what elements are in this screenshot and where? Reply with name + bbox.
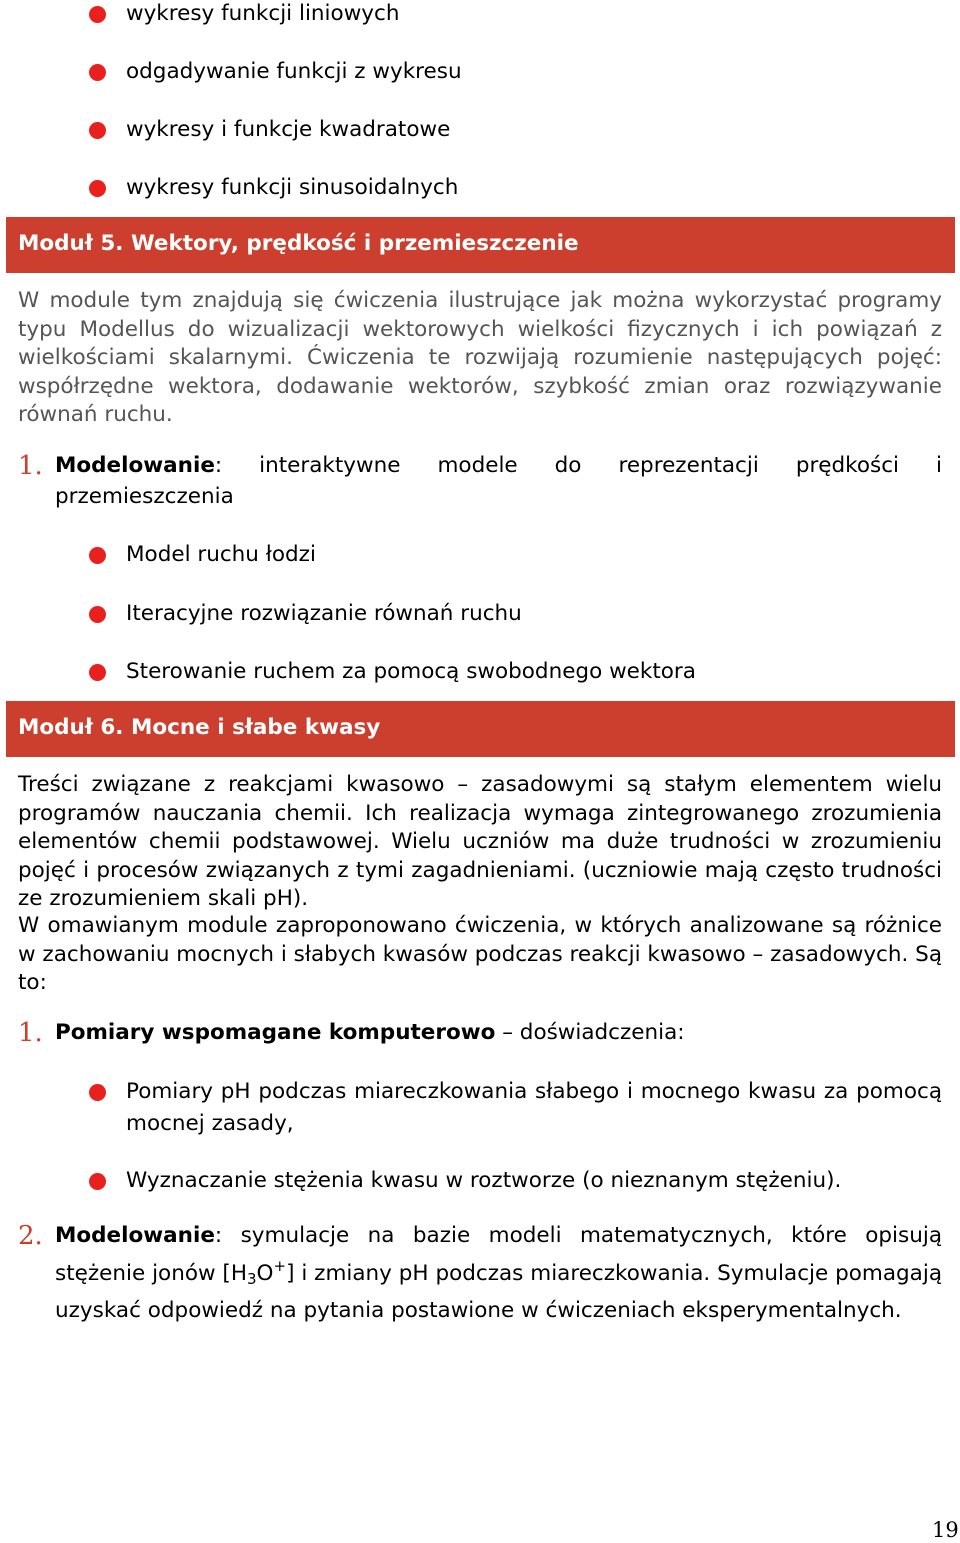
bullet-icon bbox=[89, 664, 106, 681]
bullet-icon bbox=[89, 122, 106, 139]
item-description: – doświadczenia: bbox=[495, 1020, 685, 1045]
subscript: 3 bbox=[247, 1270, 257, 1288]
list-item bbox=[0, 1165, 960, 1199]
module6-heading-banner bbox=[6, 701, 955, 757]
item-description-b: O bbox=[256, 1261, 274, 1286]
list-item-text: Iteracyjne rozwiązanie równań ruchu bbox=[126, 601, 522, 626]
list-item-text: wykresy funkcji sinusoidalnych bbox=[126, 175, 459, 200]
bullet-icon bbox=[89, 606, 106, 623]
bullet-icon bbox=[89, 180, 106, 197]
list-item bbox=[0, 539, 960, 573]
item-description-c: ] i zmiany pH podczas miareczkowania. Symulacje pomagają uzyskać odpowiedź na pytania postawione w ćwiczeniach eksperymentalnych. bbox=[55, 1261, 942, 1323]
item-text bbox=[55, 1220, 942, 1326]
module6-intro: Treści związane z reakcjami kwasowo – zasadowymi są stałym elementem wielu programów nauczania chemii. Ich realizacja wymaga zintegrowanego zrozumienia elementów chemii podstawowej. Wielu uczniów ma duże trudności w zrozumieniu pojęć i procesów związanych z tymi zagadnieniami. (uczniowie mają często trudności ze zrozumieniem skali pH). bbox=[18, 772, 942, 911]
module5-title: Moduł 5. Wektory, prędkość i przemieszczenie bbox=[18, 231, 579, 256]
list-item-text: Wyznaczanie stężenia kwasu w roztworze (o nieznanym stężeniu). bbox=[126, 1168, 842, 1193]
list-item bbox=[0, 656, 960, 690]
page-number: 19 bbox=[932, 1518, 959, 1542]
item-description: : interaktywne modele do reprezentacji prędkości i przemieszczenia bbox=[55, 453, 942, 509]
module5-heading-banner bbox=[6, 217, 955, 273]
bullet-icon bbox=[89, 1084, 106, 1101]
list-item-text: Model ruchu łodzi bbox=[126, 542, 316, 567]
item-number: 2. bbox=[18, 1221, 43, 1251]
superscript: + bbox=[273, 1257, 287, 1275]
bullet-icon bbox=[89, 547, 106, 564]
item-label: Modelowanie bbox=[55, 453, 215, 478]
list-item bbox=[0, 598, 960, 632]
list-item bbox=[0, 114, 960, 148]
item-number: 1. bbox=[18, 451, 43, 481]
item-label: Pomiary wspomagane komputerowo bbox=[55, 1020, 496, 1045]
list-item bbox=[0, 56, 960, 90]
item-text bbox=[55, 450, 942, 512]
list-item-text: wykresy i funkcje kwadratowe bbox=[126, 117, 451, 142]
module5-intro: W module tym znajdują się ćwiczenia ilustrujące jak można wykorzystać programy typu Modellus do wizualizacji wektorowych wielkości fizycznych i ich powiązań z wielkościami skalarnymi. Ćwiczenia te rozwijają rozumienie następujących pojęć: współrzędne wektora, dodawanie wektorów, szybkość zmian oraz rozwiązywanie równań ruchu. bbox=[18, 288, 942, 427]
list-item bbox=[0, 1076, 960, 1142]
bullet-icon bbox=[89, 1173, 106, 1190]
bullet-icon bbox=[89, 64, 106, 81]
list-item-text: Sterowanie ruchem za pomocą swobodnego wektora bbox=[126, 659, 696, 684]
item-label: Modelowanie bbox=[55, 1223, 215, 1248]
item-description-a: : symulacje na bazie modeli matematycznych, które opisują stężenie jonów [H bbox=[55, 1223, 942, 1286]
list-item-text: odgadywanie funkcji z wykresu bbox=[126, 59, 462, 84]
list-item-text: Pomiary pH podczas miareczkowania słabego i mocnego kwasu za pomocą mocnej zasady, bbox=[126, 1079, 942, 1136]
item-text bbox=[55, 1017, 942, 1048]
bullet-icon bbox=[89, 6, 106, 23]
list-item bbox=[0, 172, 960, 206]
list-item-text: wykresy funkcji liniowych bbox=[126, 1, 400, 26]
list-item bbox=[0, 0, 960, 32]
item-number: 1. bbox=[18, 1018, 43, 1048]
module6-intro-2: W omawianym module zaproponowano ćwiczenia, w których analizowane są różnice w zachowaniu mocnych i słabych kwasów podczas reakcji kwasowo – zasadowych. Są to: bbox=[18, 913, 942, 995]
module6-title: Moduł 6. Mocne i słabe kwasy bbox=[18, 715, 381, 740]
